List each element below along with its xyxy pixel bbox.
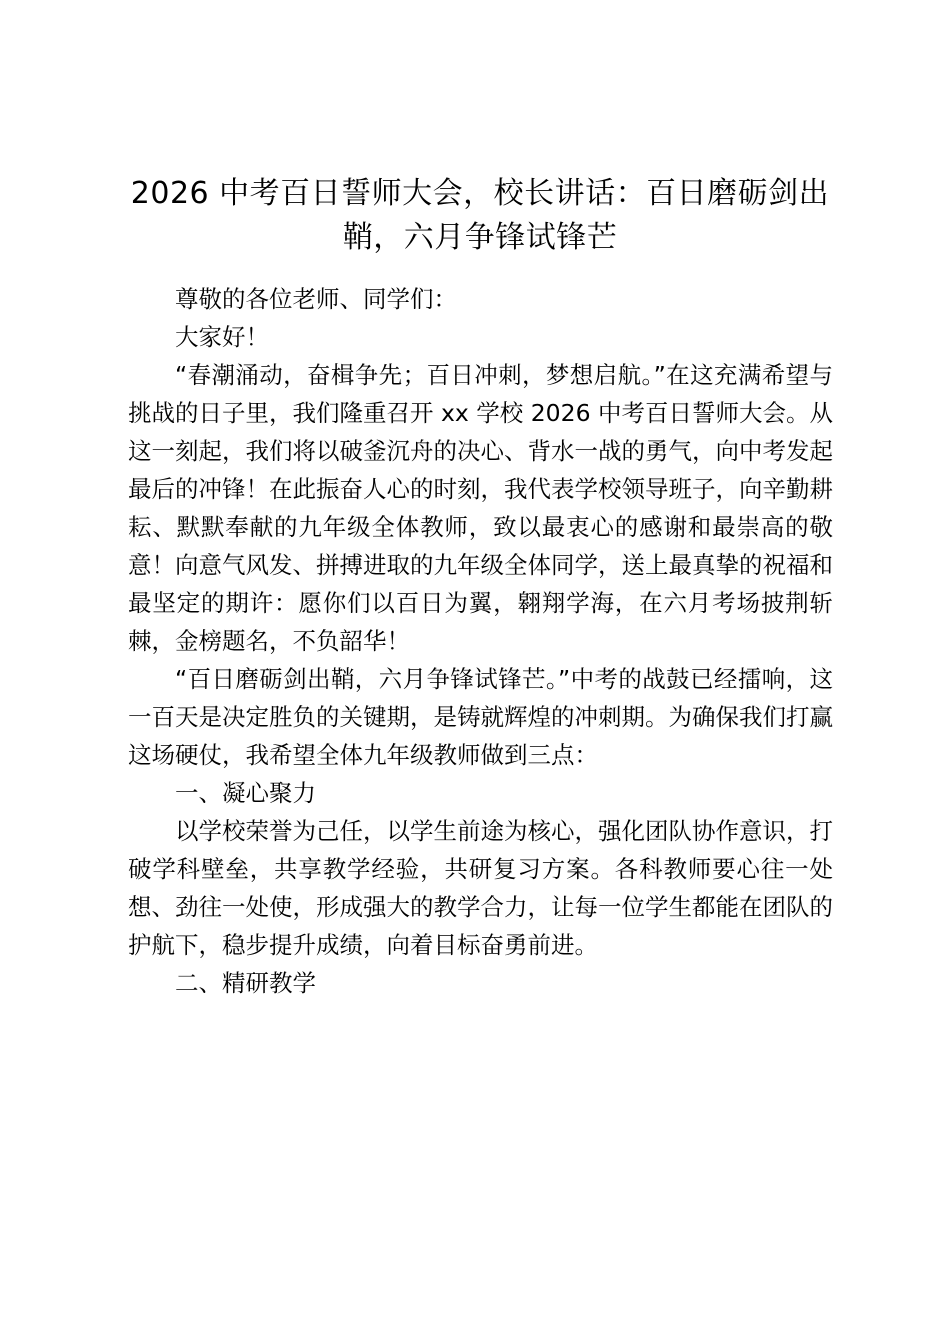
paragraph-section-1: 以学校荣誉为己任，以学生前途为核心，强化团队协作意识，打破学科壁垒，共享教学经验，共研复习方案。各科教师要心往一处想、劲往一处使，形成强大的教学合力，让每一位学生都能在团队的护航下，稳步提升成绩，向着目标奋勇前进。 bbox=[128, 817, 833, 959]
greeting: 大家好！ bbox=[175, 323, 269, 351]
section-heading-1: 一、凝心聚力 bbox=[175, 779, 316, 807]
salutation: 尊敬的各位老师、同学们： bbox=[175, 285, 457, 313]
paragraph-opening: “春潮涌动，奋楫争先；百日冲刺，梦想启航。”在这充满希望与挑战的日子里，我们隆重召开 xx 学校 2026 中考百日誓师大会。从这一刻起，我们将以破釜沉舟的决心、背水一战的勇气，向中考发起最后的冲锋！在此振奋人心的时刻，我代表学校领导班子，向辛勤耕耘、默默奉献的九年级全体教师，致以最衷心的感谢和最崇高的敬意！向意气风发、拼搏进取的九年级全体同学，送上最真挚的祝福和最坚定的期许：愿你们以百日为翼，翱翔学海，在六月考场披荆斩棘，金榜题名，不负韶华！ bbox=[128, 361, 833, 655]
section-heading-2: 二、精研教学 bbox=[175, 969, 316, 997]
document-body bbox=[128, 280, 833, 1002]
document-title: 2026 中考百日誓师大会，校长讲话：百日磨砺剑出鞘，六月争锋试锋芒 bbox=[130, 176, 830, 255]
paragraph-requirements: “百日磨砺剑出鞘，六月争锋试锋芒。”中考的战鼓已经擂响，这一百天是决定胜负的关键期，是铸就辉煌的冲刺期。为确保我们打赢这场硬仗，我希望全体九年级教师做到三点： bbox=[128, 665, 833, 769]
